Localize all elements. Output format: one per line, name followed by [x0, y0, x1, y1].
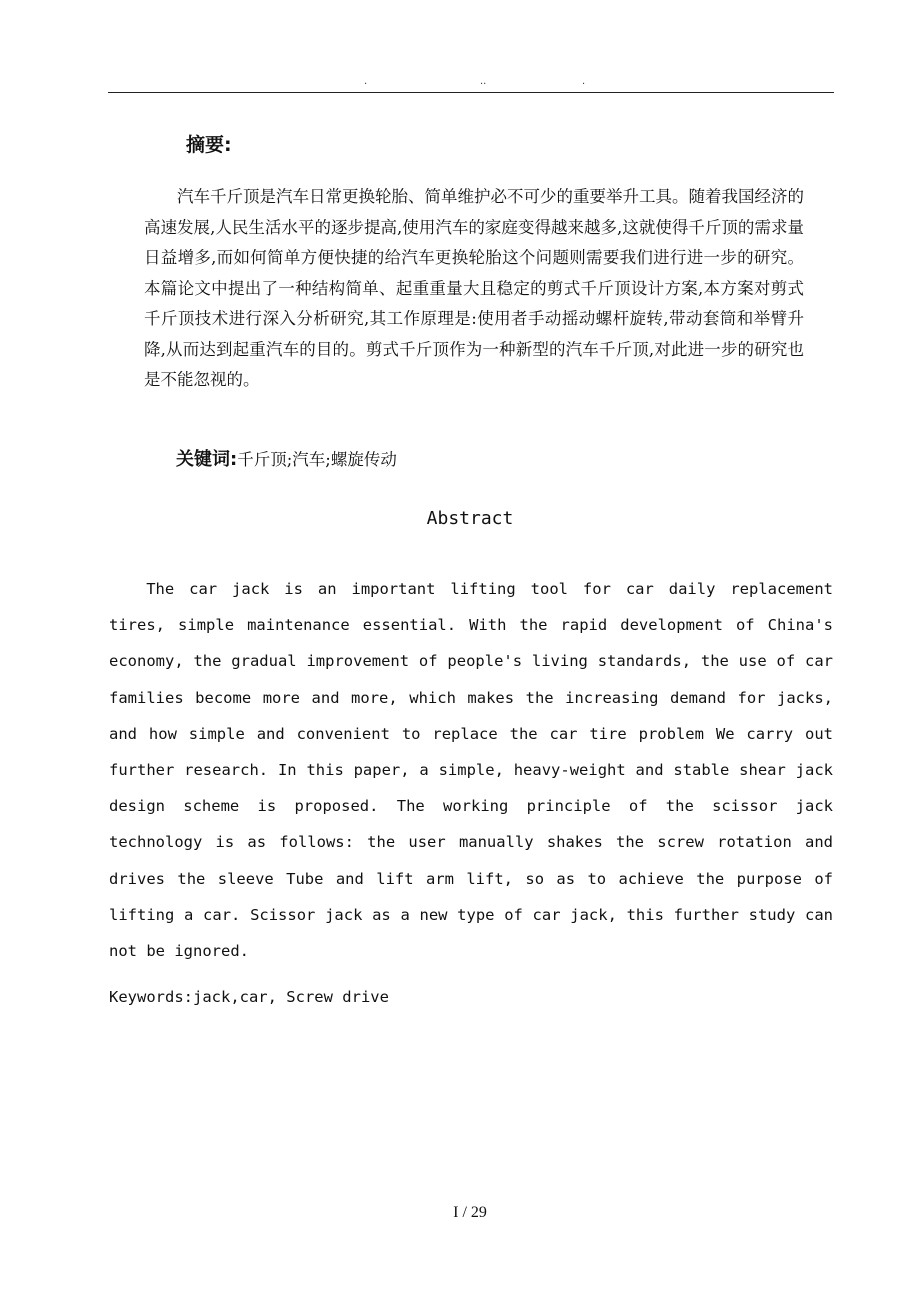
header-mark: .: [364, 76, 368, 87]
header-mark: .: [582, 76, 586, 87]
keywords-en: Keywords:jack,car, Screw drive: [109, 988, 389, 1006]
page-number: I / 29: [453, 1204, 487, 1221]
abstract-zh-heading: 摘要:: [186, 134, 232, 156]
abstract-en-body: The car jack is an important lifting tool for car daily replacement tires, simple maintenance essential. With the rapid development of China's economy, the gradual improvement of people's living standards, the use of car families become more and more, which makes the increasing demand for jacks, and how simple and convenient to replace the car tire problem We carry out further research. In this paper, a simple, heavy-weight and stable shear jack design scheme is proposed. The working principle of the scissor jack technology is as follows: the user manually shakes the screw rotation and drives the sleeve Tube and lift arm lift, so as to achieve the purpose of lifting a car. Scissor jack as a new type of car jack, this further study can not be ignored.: [109, 580, 833, 961]
abstract-en-heading: Abstract: [426, 508, 514, 529]
header-mark: ..: [480, 76, 487, 87]
header-divider: [108, 92, 834, 93]
abstract-zh-body: 汽车千斤顶是汽车日常更换轮胎、简单维护必不可少的重要举升工具。随着我国经济的高速发展,人民生活水平的逐步提高,使用汽车的家庭变得越来越多,这就使得千斤顶的需求量日益增多,而如何简单方便快捷的给汽车更换轮胎这个问题则需要我们进行进一步的研究。本篇论文中提出了一种结构简单、起重重量大且稳定的剪式千斤顶设计方案,本方案对剪式千斤顶技术进行深入分析研究,其工作原理是:使用者手动摇动螺杆旋转,带动套筒和举臂升降,从而达到起重汽车的目的。剪式千斤顶作为一种新型的汽车千斤顶,对此进一步的研究也是不能忽视的。: [144, 187, 804, 389]
keywords-zh-label: 关键词:: [176, 449, 238, 470]
header-marks: [108, 76, 834, 90]
keywords-zh-text: 千斤顶;汽车;螺旋传动: [237, 450, 397, 469]
keywords-zh: [176, 446, 397, 474]
